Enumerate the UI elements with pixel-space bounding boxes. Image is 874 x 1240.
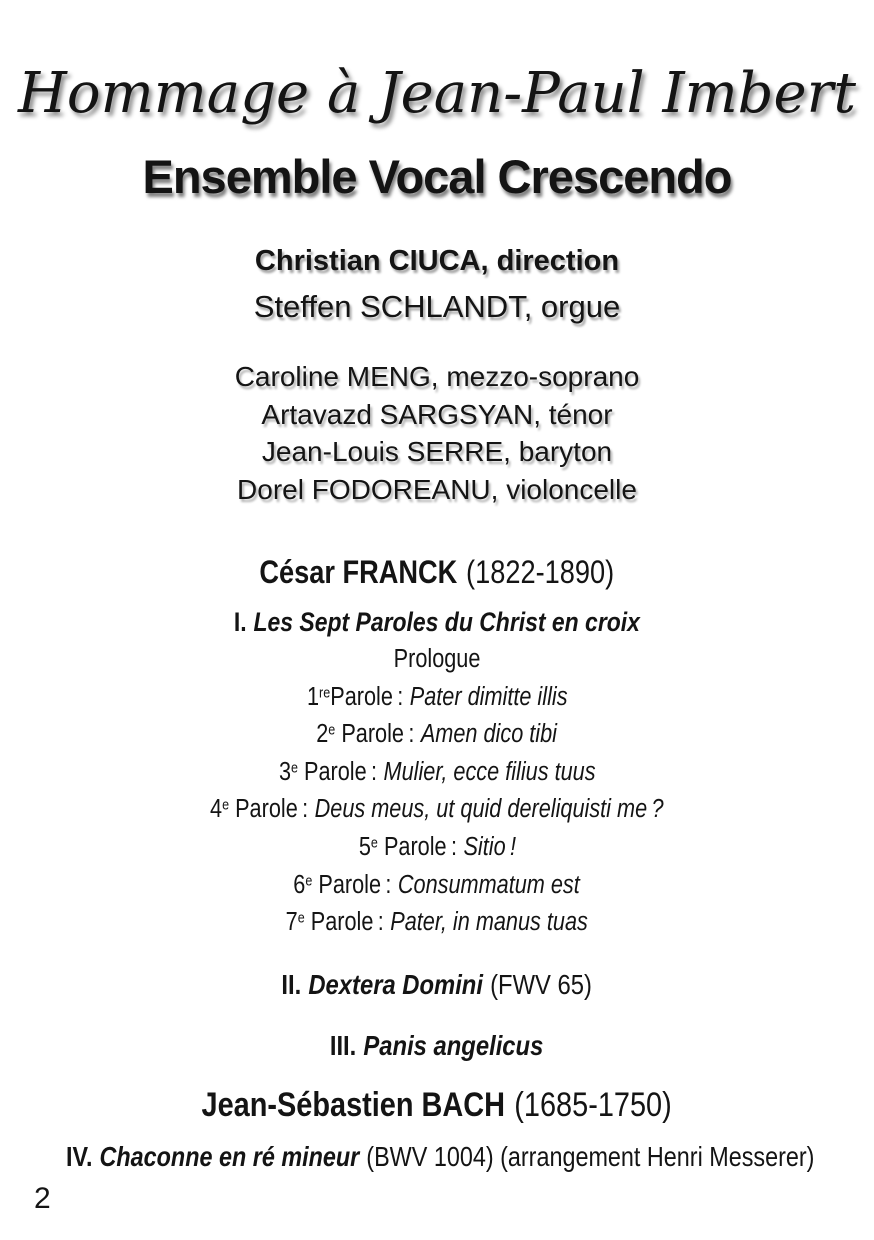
movement-label: Parole : <box>304 908 385 937</box>
work-numeral: II. <box>281 968 302 1000</box>
composer-heading-franck <box>0 553 874 591</box>
movement-label: Parole : <box>297 757 377 786</box>
work-title-1 <box>0 605 874 639</box>
movement-ordinal: e <box>370 835 378 852</box>
movement-ordinal: e <box>222 797 230 814</box>
movement-title: Mulier, ecce filius tuus <box>383 757 596 786</box>
work-name: Dextera Domini <box>308 968 484 1000</box>
work-title-4 <box>0 1140 874 1174</box>
movement-number: 7 <box>285 908 298 937</box>
movement-number: 3 <box>278 757 291 786</box>
work-numeral: III. <box>330 1029 357 1061</box>
movement-label: Parole : <box>335 720 415 749</box>
movement-line <box>0 867 874 905</box>
work-name: Chaconne en ré mineur <box>99 1140 360 1172</box>
direction-credit: Christian CIUCA, direction <box>254 245 620 277</box>
performer-line: Jean-Louis SERRE, baryton <box>261 436 613 467</box>
movement-title: Pater, in manus tuas <box>390 908 589 937</box>
movement-label: Parole : <box>377 832 457 861</box>
composer-name: César FRANCK <box>259 554 458 590</box>
movement-title: Deus meus, ut quid dereliquisti me ? <box>314 795 664 824</box>
ensemble-name: Ensemble Vocal Crescendo <box>142 150 732 203</box>
movement-title: Consummatum est <box>398 870 581 899</box>
composer-name: Jean-Sébastien BACH <box>201 1085 506 1124</box>
work-numeral: I. <box>233 607 247 637</box>
work-suffix: (BWV 1004) (arrangement Henri Messerer) <box>366 1140 815 1172</box>
work-numeral: IV. <box>66 1140 93 1172</box>
movement-ordinal: e <box>328 722 336 739</box>
movement-label: Parole : <box>229 795 309 824</box>
organ-credit: Steffen SCHLANDT, orgue <box>253 289 621 324</box>
movement-line <box>0 641 874 679</box>
composer-heading-bach <box>0 1085 874 1125</box>
movement-title: Amen dico tibi <box>421 720 558 749</box>
movement-ordinal: re <box>318 685 330 702</box>
movement-number: 5 <box>358 832 371 861</box>
movement-label: Parole : <box>329 682 403 711</box>
movement-number: 4 <box>210 795 223 824</box>
movement-ordinal: e <box>305 873 313 890</box>
movement-line <box>0 904 874 942</box>
movement-line <box>0 754 874 792</box>
composer-dates: (1685-1750) <box>514 1085 673 1124</box>
movement-line <box>0 716 874 754</box>
performers-list <box>0 358 874 508</box>
work-name: Panis angelicus <box>363 1029 544 1061</box>
page-title: Hommage à Jean-Paul Imbert <box>18 61 856 126</box>
page-number: 2 <box>34 1182 51 1215</box>
movement-title: Pater dimitte illis <box>409 682 568 711</box>
work-name: Les Sept Paroles du Christ en croix <box>253 607 641 637</box>
composer-dates: (1822-1890) <box>466 554 615 590</box>
movement-line <box>0 679 874 717</box>
performer-line: Dorel FODOREANU, violoncelle <box>237 473 637 505</box>
movement-line <box>0 829 874 867</box>
work-suffix: (FWV 65) <box>490 968 593 1000</box>
movement-label: Parole : <box>312 870 392 899</box>
movement-line <box>0 791 874 829</box>
movement-number: 2 <box>316 720 329 749</box>
movement-label: Prologue <box>393 645 481 673</box>
movement-ordinal: e <box>290 760 298 777</box>
movement-number: 6 <box>293 870 306 899</box>
performer-line: Artavazd SARGSYAN, ténor <box>261 398 613 430</box>
work-title-3 <box>0 1029 874 1063</box>
movement-ordinal: e <box>297 910 305 927</box>
movement-list <box>0 641 874 942</box>
work-title-2 <box>0 968 874 1002</box>
performer-line: Caroline MENG, mezzo-soprano <box>234 361 640 392</box>
movement-title: Sitio ! <box>463 832 516 861</box>
movement-number: 1 <box>306 682 319 711</box>
